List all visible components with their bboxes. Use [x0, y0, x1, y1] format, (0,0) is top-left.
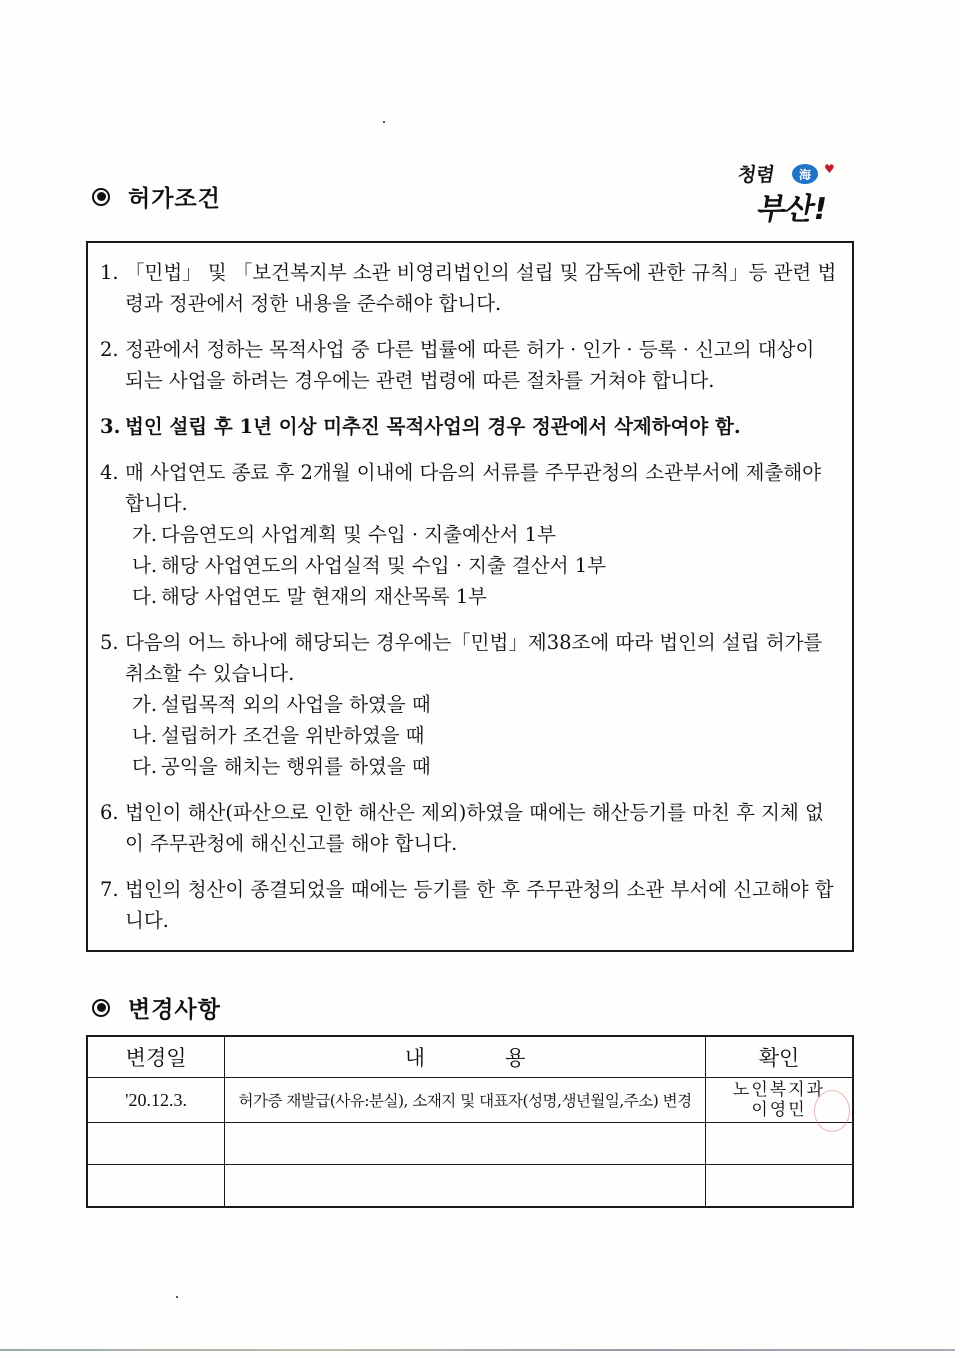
busan-slogan-logo: [736, 158, 846, 242]
circle-bullet-icon: [92, 999, 110, 1017]
change-date: '20.12.3.: [87, 1078, 225, 1123]
column-header-content: 내용: [225, 1036, 706, 1078]
change-date: [87, 1165, 225, 1208]
condition-text: 다음의 어느 하나에 해당되는 경우에는「민법」제38조에 따라 법인의 설립 허가를 취소할 수 있습니다.: [125, 631, 823, 685]
page-bottom-edge: [0, 1349, 955, 1351]
logo-line1: 청렴: [736, 164, 777, 186]
condition-item: 4. 매 사업연도 종료 후 2개월 이내에 다음의 서류를 주무관청의 소관부서에 제출해야 합니다. 가. 다음연도의 사업계획 및 수입 · 지출예산서 1부 나. 해당 사업연도의 사업실적 및 수입 · 지출 결산서 1부 다. 해당 사업연도 말 현재의 재산목록 1부: [100, 457, 838, 612]
table-row: [87, 1123, 853, 1165]
condition-item: 2. 정관에서 정하는 목적사업 중 다른 법률에 따른 허가 · 인가 · 등록 · 신고의 대상이 되는 사업을 하려는 경우에는 관련 법령에 따른 절차를 거쳐야 합니다.: [100, 334, 838, 396]
confirm-department: 노인복지과: [732, 1080, 826, 1100]
heart-icon: ♥: [824, 162, 835, 176]
condition-text: 법인의 청산이 종결되었을 때에는 등기를 한 후 주무관청의 소관 부서에 신고해야 합니다.: [125, 878, 834, 932]
circle-bullet-icon: [92, 188, 110, 206]
column-header-date: 변경일: [87, 1036, 225, 1078]
sub-item: 가. 설립목적 외의 사업을 하였을 때: [132, 693, 431, 716]
condition-item: 6. 법인이 해산(파산으로 인한 해산은 제외)하였을 때에는 해산등기를 마친 후 지체 없이 주무관청에 해신신고를 해야 합니다.: [100, 797, 838, 859]
sub-item: 다. 해당 사업연도 말 현재의 재산목록 1부: [132, 585, 488, 608]
condition-text: 법인 설립 후 1년 이상 미추진 목적사업의 경우 정관에서 삭제하여야 함.: [125, 415, 741, 438]
sub-item: 가. 다음연도의 사업계획 및 수입 · 지출예산서 1부: [132, 523, 556, 546]
changes-table: [86, 1035, 854, 1208]
logo-line2: 부산!: [754, 192, 830, 227]
scan-speck: [383, 121, 385, 123]
logo-sea-badge: 海: [792, 164, 818, 184]
change-confirm: [705, 1165, 853, 1208]
changes-heading: [92, 991, 221, 1024]
table-row: [87, 1165, 853, 1208]
changes-title: 변경사항: [128, 997, 221, 1023]
condition-text: 법인이 해산(파산으로 인한 해산은 제외)하였을 때에는 해산등기를 마친 후 지체 없이 주무관청에 해신신고를 해야 합니다.: [125, 801, 824, 855]
condition-item-bold: 3. 법인 설립 후 1년 이상 미추진 목적사업의 경우 정관에서 삭제하여야 함.: [100, 411, 838, 442]
conditions-heading: [92, 180, 221, 213]
change-confirm: [705, 1078, 853, 1123]
change-content: [225, 1123, 706, 1165]
conditions-title: 허가조건: [128, 186, 221, 212]
condition-item: 5. 다음의 어느 하나에 해당되는 경우에는「민법」제38조에 따라 법인의 설립 허가를 취소할 수 있습니다. 가. 설립목적 외의 사업을 하였을 때 나. 설립허가 조건을 위반하였을 때 다. 공익을 해치는 행위를 하였을 때: [100, 627, 838, 782]
condition-item: 7. 법인의 청산이 종결되었을 때에는 등기를 한 후 주무관청의 소관 부서에 신고해야 합니다.: [100, 874, 838, 936]
sub-item: 나. 해당 사업연도의 사업실적 및 수입 · 지출 결산서 1부: [132, 554, 606, 577]
sub-item: 나. 설립허가 조건을 위반하였을 때: [132, 724, 425, 747]
table-header-row: [87, 1036, 853, 1078]
column-header-confirm: 확인: [705, 1036, 853, 1078]
change-content: 허가증 재발급(사유:분실), 소재지 및 대표자(성명,생년월일,주소) 변경: [225, 1078, 706, 1123]
sub-item: 다. 공익을 해치는 행위를 하였을 때: [132, 755, 431, 778]
change-confirm: [705, 1123, 853, 1165]
condition-text: 매 사업연도 종료 후 2개월 이내에 다음의 서류를 주무관청의 소관부서에 제출해야 합니다.: [125, 461, 822, 515]
scan-speck: [176, 1296, 178, 1298]
condition-item: 1. 「민법」 및 「보건복지부 소관 비영리법인의 설립 및 감독에 관한 규칙」등 관련 법령과 정관에서 정한 내용을 준수해야 합니다.: [100, 257, 838, 319]
condition-text: 정관에서 정하는 목적사업 중 다른 법률에 따른 허가 · 인가 · 등록 · 신고의 대상이 되는 사업을 하려는 경우에는 관련 법령에 따른 절차를 거쳐야 합니다.: [125, 338, 815, 392]
table-row: [87, 1078, 853, 1123]
change-content: [225, 1165, 706, 1208]
conditions-box: [86, 241, 854, 952]
confirm-name: 이영민: [751, 1100, 807, 1120]
change-date: [87, 1123, 225, 1165]
condition-text: 「민법」 및 「보건복지부 소관 비영리법인의 설립 및 감독에 관한 규칙」등 관련 법령과 정관에서 정한 내용을 준수해야 합니다.: [125, 261, 837, 315]
